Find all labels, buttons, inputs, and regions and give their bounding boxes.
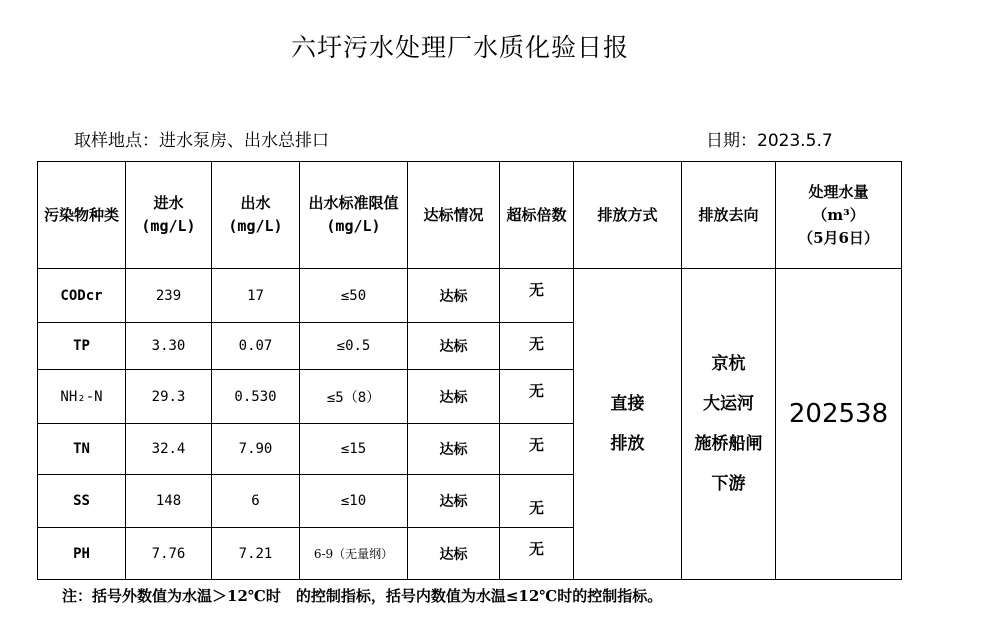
exceed-multiple: 无 <box>500 475 574 528</box>
exceed-multiple: 无 <box>500 269 574 323</box>
exceed-multiple: 无 <box>500 424 574 475</box>
standard-limit: ≤0.5 <box>300 323 408 370</box>
header-discharge-dest: 排放去向 <box>682 162 776 269</box>
report-title: 六圩污水处理厂水质化验日报 <box>290 33 629 62</box>
compliance-status: 达标 <box>408 323 500 370</box>
outlet-value: 6 <box>212 475 300 528</box>
header-row <box>38 162 902 269</box>
inlet-value: 7.76 <box>126 528 212 580</box>
discharge-mode: 直接 排放 <box>574 269 682 580</box>
header-volume: 处理水量 （m³） （5月6日） <box>776 162 902 269</box>
exceed-multiple: 无 <box>500 528 574 580</box>
inlet-value: 29.3 <box>126 370 212 424</box>
pollutant-type: CODcr <box>38 269 126 323</box>
compliance-status: 达标 <box>408 370 500 424</box>
footnote: 注：括号外数值为水温＞12℃时 的控制指标，括号内数值为水温≤12℃时的控制指标。 <box>62 587 663 605</box>
outlet-value: 17 <box>212 269 300 323</box>
outlet-value: 0.530 <box>212 370 300 424</box>
standard-limit: ≤15 <box>300 424 408 475</box>
exceed-multiple: 无 <box>500 370 574 424</box>
discharge-destination: 京杭 大运河 施桥船闸 下游 <box>682 269 776 580</box>
pollutant-type: NH₂-N <box>38 370 126 424</box>
compliance-status: 达标 <box>408 528 500 580</box>
inlet-value: 3.30 <box>126 323 212 370</box>
header-type: 污染物种类 <box>38 162 126 269</box>
pollutant-type: SS <box>38 475 126 528</box>
outlet-value: 0.07 <box>212 323 300 370</box>
inlet-value: 32.4 <box>126 424 212 475</box>
inlet-value: 239 <box>126 269 212 323</box>
outlet-value: 7.90 <box>212 424 300 475</box>
inlet-value: 148 <box>126 475 212 528</box>
pollutant-type: PH <box>38 528 126 580</box>
header-standard: 出水标准限值 (mg/L) <box>300 162 408 269</box>
header-inlet: 进水 (mg/L) <box>126 162 212 269</box>
outlet-value: 7.21 <box>212 528 300 580</box>
standard-limit: ≤10 <box>300 475 408 528</box>
compliance-status: 达标 <box>408 424 500 475</box>
standard-limit: ≤5（8） <box>300 370 408 424</box>
standard-limit: 6-9（无量纲） <box>300 528 408 580</box>
compliance-status: 达标 <box>408 475 500 528</box>
header-exceed: 超标倍数 <box>500 162 574 269</box>
header-discharge-mode: 排放方式 <box>574 162 682 269</box>
pollutant-type: TP <box>38 323 126 370</box>
report-date: 日期：2023.5.7 <box>706 131 833 151</box>
table-row <box>38 269 902 323</box>
water-quality-table <box>37 161 902 580</box>
pollutant-type: TN <box>38 424 126 475</box>
exceed-multiple: 无 <box>500 323 574 370</box>
treated-volume: 202538 <box>776 269 902 580</box>
standard-limit: ≤50 <box>300 269 408 323</box>
compliance-status: 达标 <box>408 269 500 323</box>
header-compliance: 达标情况 <box>408 162 500 269</box>
header-outlet: 出水 (mg/L) <box>212 162 300 269</box>
sampling-location: 取样地点：进水泵房、出水总排口 <box>74 131 329 151</box>
